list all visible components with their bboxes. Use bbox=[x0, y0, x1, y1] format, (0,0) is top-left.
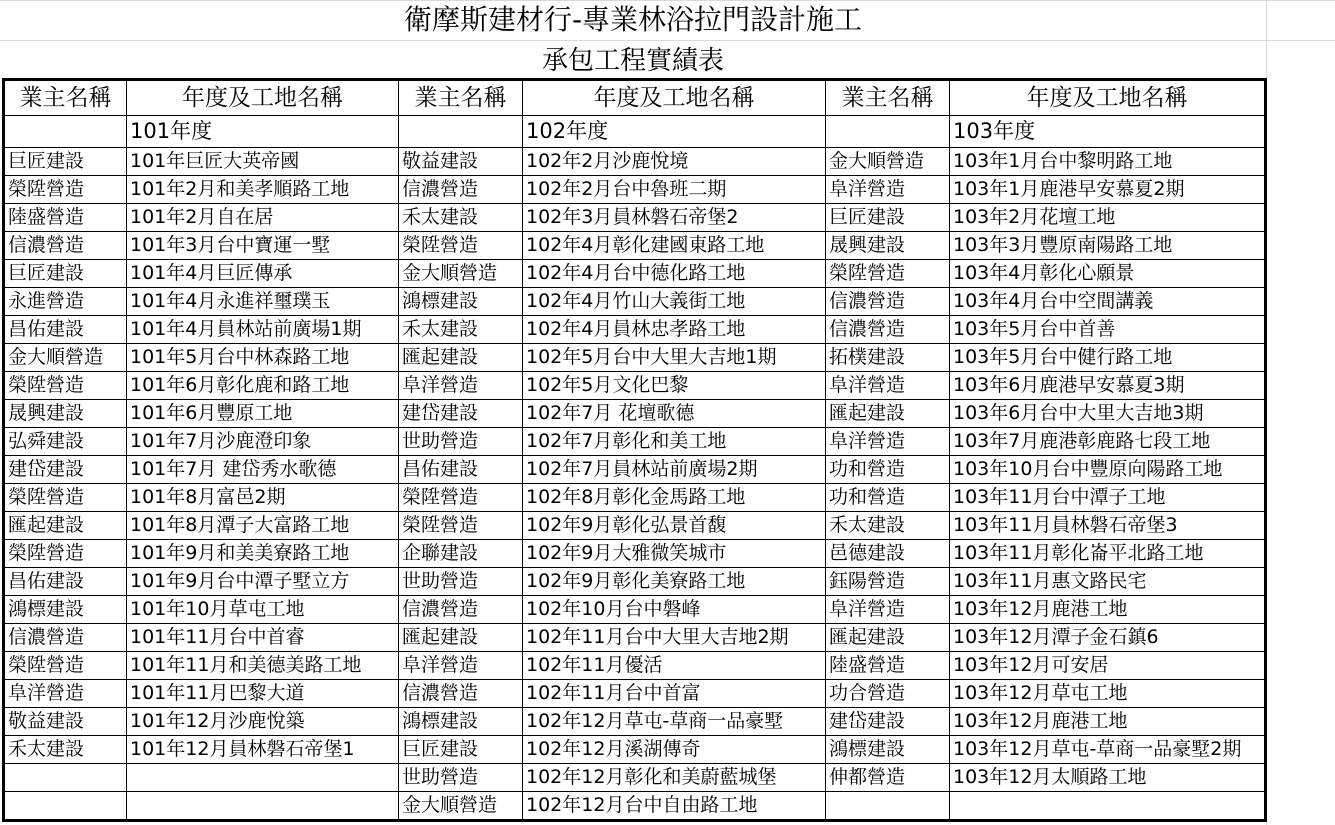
table-row bbox=[4, 512, 1266, 540]
table-row bbox=[4, 344, 1266, 372]
page-subtitle: 承包工程實績表 bbox=[541, 46, 724, 76]
owner-cell: 敬益建設 bbox=[399, 148, 523, 176]
owner-cell: 功和營造 bbox=[826, 484, 950, 512]
table-row bbox=[4, 260, 1266, 288]
site-cell: 102年7月彰化和美工地 bbox=[523, 428, 826, 456]
site-cell: 103年11月台中潭子工地 bbox=[950, 484, 1266, 512]
owner-cell: 禾太建設 bbox=[399, 316, 523, 344]
owner-cell: 企聯建設 bbox=[399, 540, 523, 568]
site-cell: 102年7月 花壇歌德 bbox=[523, 400, 826, 428]
site-cell: 103年12月草屯-草商一品豪墅2期 bbox=[950, 736, 1266, 764]
site-cell: 103年7月鹿港彰鹿路七段工地 bbox=[950, 428, 1266, 456]
year-label: 102年度 bbox=[523, 116, 826, 148]
owner-cell: 陸盛營造 bbox=[4, 204, 127, 232]
owner-cell: 榮陞營造 bbox=[399, 512, 523, 540]
owner-cell: 榮陞營造 bbox=[4, 540, 127, 568]
site-cell: 101年2月自在居 bbox=[127, 204, 399, 232]
site-cell: 103年4月台中空間講義 bbox=[950, 288, 1266, 316]
site-cell: 103年12月太順路工地 bbox=[950, 764, 1266, 792]
owner-cell: 鴻標建設 bbox=[4, 596, 127, 624]
site-cell: 103年12月潭子金石鎮6 bbox=[950, 624, 1266, 652]
table-cell bbox=[4, 116, 127, 148]
owner-cell: 敬益建設 bbox=[4, 708, 127, 736]
owner-cell: 昌佑建設 bbox=[4, 316, 127, 344]
owner-cell: 巨匠建設 bbox=[826, 204, 950, 232]
site-cell: 102年3月員林磐石帝堡2 bbox=[523, 204, 826, 232]
site-cell: 102年5月文化巴黎 bbox=[523, 372, 826, 400]
site-cell: 103年1月台中黎明路工地 bbox=[950, 148, 1266, 176]
site-cell: 101年6月彰化鹿和路工地 bbox=[127, 372, 399, 400]
owner-cell: 邑德建設 bbox=[826, 540, 950, 568]
owner-cell: 榮陞營造 bbox=[399, 484, 523, 512]
owner-cell: 信濃營造 bbox=[399, 596, 523, 624]
page-title: 衛摩斯建材行-專業林浴拉門設計施工 bbox=[403, 3, 863, 36]
owner-cell: 榮陞營造 bbox=[4, 372, 127, 400]
site-cell: 102年7月員林站前廣場2期 bbox=[523, 456, 826, 484]
site-cell: 101年7月沙鹿澄印象 bbox=[127, 428, 399, 456]
owner-cell: 巨匠建設 bbox=[4, 148, 127, 176]
site-cell: 101年6月豐原工地 bbox=[127, 400, 399, 428]
site-cell: 103年4月彰化心願景 bbox=[950, 260, 1266, 288]
year-label: 101年度 bbox=[127, 116, 399, 148]
owner-cell: 昌佑建設 bbox=[4, 568, 127, 596]
table-row bbox=[4, 176, 1266, 204]
header-owner: 業主名稱 bbox=[4, 80, 127, 116]
site-cell: 103年5月台中首善 bbox=[950, 316, 1266, 344]
owner-cell: 巨匠建設 bbox=[399, 736, 523, 764]
table-row bbox=[4, 316, 1266, 344]
table-row bbox=[4, 204, 1266, 232]
table-row bbox=[4, 484, 1266, 512]
site-cell: 101年4月員林站前廣場1期 bbox=[127, 316, 399, 344]
table-row bbox=[4, 288, 1266, 316]
site-cell: 102年5月台中大里大吉地1期 bbox=[523, 344, 826, 372]
table-row bbox=[4, 680, 1266, 708]
owner-cell: 信濃營造 bbox=[399, 176, 523, 204]
site-cell: 103年12月草屯工地 bbox=[950, 680, 1266, 708]
owner-cell: 阜洋營造 bbox=[826, 428, 950, 456]
owner-cell: 鴻標建設 bbox=[399, 708, 523, 736]
site-cell: 103年11月惠文路民宅 bbox=[950, 568, 1266, 596]
header-site: 年度及工地名稱 bbox=[950, 80, 1266, 116]
owner-cell: 建岱建設 bbox=[399, 400, 523, 428]
owner-cell: 信濃營造 bbox=[4, 232, 127, 260]
owner-cell: 榮陞營造 bbox=[399, 232, 523, 260]
table-row bbox=[4, 568, 1266, 596]
site-cell bbox=[127, 764, 399, 792]
site-cell: 103年11月彰化崙平北路工地 bbox=[950, 540, 1266, 568]
owner-cell: 弘舜建設 bbox=[4, 428, 127, 456]
site-cell: 102年9月大雅微笑城市 bbox=[523, 540, 826, 568]
owner-cell: 鴻標建設 bbox=[399, 288, 523, 316]
site-cell: 103年6月鹿港早安慕夏3期 bbox=[950, 372, 1266, 400]
site-cell: 102年12月台中自由路工地 bbox=[523, 792, 826, 821]
site-cell: 102年11月台中大里大吉地2期 bbox=[523, 624, 826, 652]
owner-cell: 世助營造 bbox=[399, 428, 523, 456]
site-cell: 101年12月沙鹿悅築 bbox=[127, 708, 399, 736]
table-row bbox=[4, 148, 1266, 176]
table-row bbox=[4, 792, 1266, 821]
site-cell: 103年12月鹿港工地 bbox=[950, 708, 1266, 736]
site-cell: 101年8月潭子大富路工地 bbox=[127, 512, 399, 540]
owner-cell: 晟興建設 bbox=[4, 400, 127, 428]
owner-cell: 榮陞營造 bbox=[826, 260, 950, 288]
owner-cell: 禾太建設 bbox=[4, 736, 127, 764]
sheet-gridline bbox=[0, 0, 1335, 1]
site-cell bbox=[950, 792, 1266, 821]
site-cell bbox=[127, 792, 399, 821]
site-cell: 102年11月台中首富 bbox=[523, 680, 826, 708]
site-cell: 101年12月員林磐石帝堡1 bbox=[127, 736, 399, 764]
owner-cell: 信濃營造 bbox=[399, 680, 523, 708]
table-cell bbox=[826, 116, 950, 148]
header-owner: 業主名稱 bbox=[399, 80, 523, 116]
owner-cell: 建岱建設 bbox=[826, 708, 950, 736]
owner-cell bbox=[4, 764, 127, 792]
owner-cell: 功合營造 bbox=[826, 680, 950, 708]
owner-cell: 信濃營造 bbox=[826, 316, 950, 344]
table-row bbox=[4, 540, 1266, 568]
site-cell: 101年9月和美美寮路工地 bbox=[127, 540, 399, 568]
owner-cell: 阜洋營造 bbox=[399, 372, 523, 400]
owner-cell: 匯起建設 bbox=[399, 344, 523, 372]
table-row bbox=[4, 736, 1266, 764]
site-cell: 101年7月 建岱秀水歌德 bbox=[127, 456, 399, 484]
site-cell: 102年12月彰化和美蔚藍城堡 bbox=[523, 764, 826, 792]
owner-cell: 晟興建設 bbox=[826, 232, 950, 260]
site-cell: 101年11月巴黎大道 bbox=[127, 680, 399, 708]
site-cell: 102年12月溪湖傳奇 bbox=[523, 736, 826, 764]
site-cell: 103年11月員林磐石帝堡3 bbox=[950, 512, 1266, 540]
site-cell: 103年10月台中豐原向陽路工地 bbox=[950, 456, 1266, 484]
year-row bbox=[4, 116, 1266, 148]
table-row bbox=[4, 708, 1266, 736]
sheet-gridline bbox=[0, 40, 1335, 41]
table-row bbox=[4, 372, 1266, 400]
owner-cell: 匯起建設 bbox=[4, 512, 127, 540]
site-cell: 101年10月草屯工地 bbox=[127, 596, 399, 624]
owner-cell bbox=[4, 792, 127, 821]
table-row bbox=[4, 624, 1266, 652]
header-site: 年度及工地名稱 bbox=[523, 80, 826, 116]
site-cell: 101年8月富邑2期 bbox=[127, 484, 399, 512]
site-cell: 101年巨匠大英帝國 bbox=[127, 148, 399, 176]
owner-cell: 禾太建設 bbox=[399, 204, 523, 232]
owner-cell: 信濃營造 bbox=[4, 624, 127, 652]
owner-cell: 世助營造 bbox=[399, 764, 523, 792]
table-row bbox=[4, 232, 1266, 260]
table-row bbox=[4, 456, 1266, 484]
owner-cell: 鈺陽營造 bbox=[826, 568, 950, 596]
table-row bbox=[4, 428, 1266, 456]
table-cell bbox=[399, 116, 523, 148]
table-row bbox=[4, 764, 1266, 792]
owner-cell: 建岱建設 bbox=[4, 456, 127, 484]
owner-cell: 信濃營造 bbox=[826, 288, 950, 316]
owner-cell: 陸盛營造 bbox=[826, 652, 950, 680]
owner-cell: 匯起建設 bbox=[399, 624, 523, 652]
site-cell: 102年9月彰化弘景首馥 bbox=[523, 512, 826, 540]
owner-cell: 金大順營造 bbox=[399, 792, 523, 821]
site-cell: 101年11月台中首睿 bbox=[127, 624, 399, 652]
owner-cell: 世助營造 bbox=[399, 568, 523, 596]
owner-cell: 金大順營造 bbox=[826, 148, 950, 176]
owner-cell: 永進營造 bbox=[4, 288, 127, 316]
owner-cell: 榮陞營造 bbox=[4, 652, 127, 680]
site-cell: 102年10月台中磐峰 bbox=[523, 596, 826, 624]
owner-cell: 阜洋營造 bbox=[826, 596, 950, 624]
table-row bbox=[4, 400, 1266, 428]
projects-table bbox=[2, 78, 1267, 822]
owner-cell: 阜洋營造 bbox=[826, 372, 950, 400]
site-cell: 103年6月台中大里大吉地3期 bbox=[950, 400, 1266, 428]
site-cell: 103年5月台中健行路工地 bbox=[950, 344, 1266, 372]
site-cell: 103年12月可安居 bbox=[950, 652, 1266, 680]
site-cell: 101年4月巨匠傳承 bbox=[127, 260, 399, 288]
owner-cell: 阜洋營造 bbox=[399, 652, 523, 680]
owner-cell: 禾太建設 bbox=[826, 512, 950, 540]
site-cell: 102年12月草屯-草商一品豪墅 bbox=[523, 708, 826, 736]
site-cell: 101年3月台中寶運一墅 bbox=[127, 232, 399, 260]
site-cell: 101年4月永進祥璽璞玉 bbox=[127, 288, 399, 316]
site-cell: 102年9月彰化美寮路工地 bbox=[523, 568, 826, 596]
site-cell: 102年4月員林忠孝路工地 bbox=[523, 316, 826, 344]
owner-cell: 金大順營造 bbox=[399, 260, 523, 288]
owner-cell: 鴻標建設 bbox=[826, 736, 950, 764]
site-cell: 103年12月鹿港工地 bbox=[950, 596, 1266, 624]
site-cell: 101年5月台中林森路工地 bbox=[127, 344, 399, 372]
site-cell: 102年8月彰化金馬路工地 bbox=[523, 484, 826, 512]
owner-cell: 阜洋營造 bbox=[826, 176, 950, 204]
site-cell: 103年3月豐原南陽路工地 bbox=[950, 232, 1266, 260]
site-cell: 101年9月台中潭子墅立方 bbox=[127, 568, 399, 596]
site-cell: 101年11月和美德美路工地 bbox=[127, 652, 399, 680]
site-cell: 102年4月台中德化路工地 bbox=[523, 260, 826, 288]
header-row bbox=[4, 80, 1266, 116]
site-cell: 101年2月和美孝順路工地 bbox=[127, 176, 399, 204]
owner-cell: 金大順營造 bbox=[4, 344, 127, 372]
site-cell: 102年2月沙鹿悅境 bbox=[523, 148, 826, 176]
site-cell: 102年11月優活 bbox=[523, 652, 826, 680]
year-label: 103年度 bbox=[950, 116, 1266, 148]
owner-cell: 榮陞營造 bbox=[4, 484, 127, 512]
header-owner: 業主名稱 bbox=[826, 80, 950, 116]
site-cell: 103年1月鹿港早安慕夏2期 bbox=[950, 176, 1266, 204]
header-site: 年度及工地名稱 bbox=[127, 80, 399, 116]
owner-cell: 功和營造 bbox=[826, 456, 950, 484]
table-row bbox=[4, 596, 1266, 624]
owner-cell: 巨匠建設 bbox=[4, 260, 127, 288]
owner-cell: 拓樸建設 bbox=[826, 344, 950, 372]
owner-cell: 匯起建設 bbox=[826, 624, 950, 652]
owner-cell bbox=[826, 792, 950, 821]
table-row bbox=[4, 652, 1266, 680]
owner-cell: 匯起建設 bbox=[826, 400, 950, 428]
owner-cell: 伸都營造 bbox=[826, 764, 950, 792]
owner-cell: 昌佑建設 bbox=[399, 456, 523, 484]
site-cell: 103年2月花壇工地 bbox=[950, 204, 1266, 232]
site-cell: 102年4月彰化建國東路工地 bbox=[523, 232, 826, 260]
site-cell: 102年2月台中魯班二期 bbox=[523, 176, 826, 204]
owner-cell: 榮陞營造 bbox=[4, 176, 127, 204]
site-cell: 102年4月竹山大義街工地 bbox=[523, 288, 826, 316]
owner-cell: 阜洋營造 bbox=[4, 680, 127, 708]
